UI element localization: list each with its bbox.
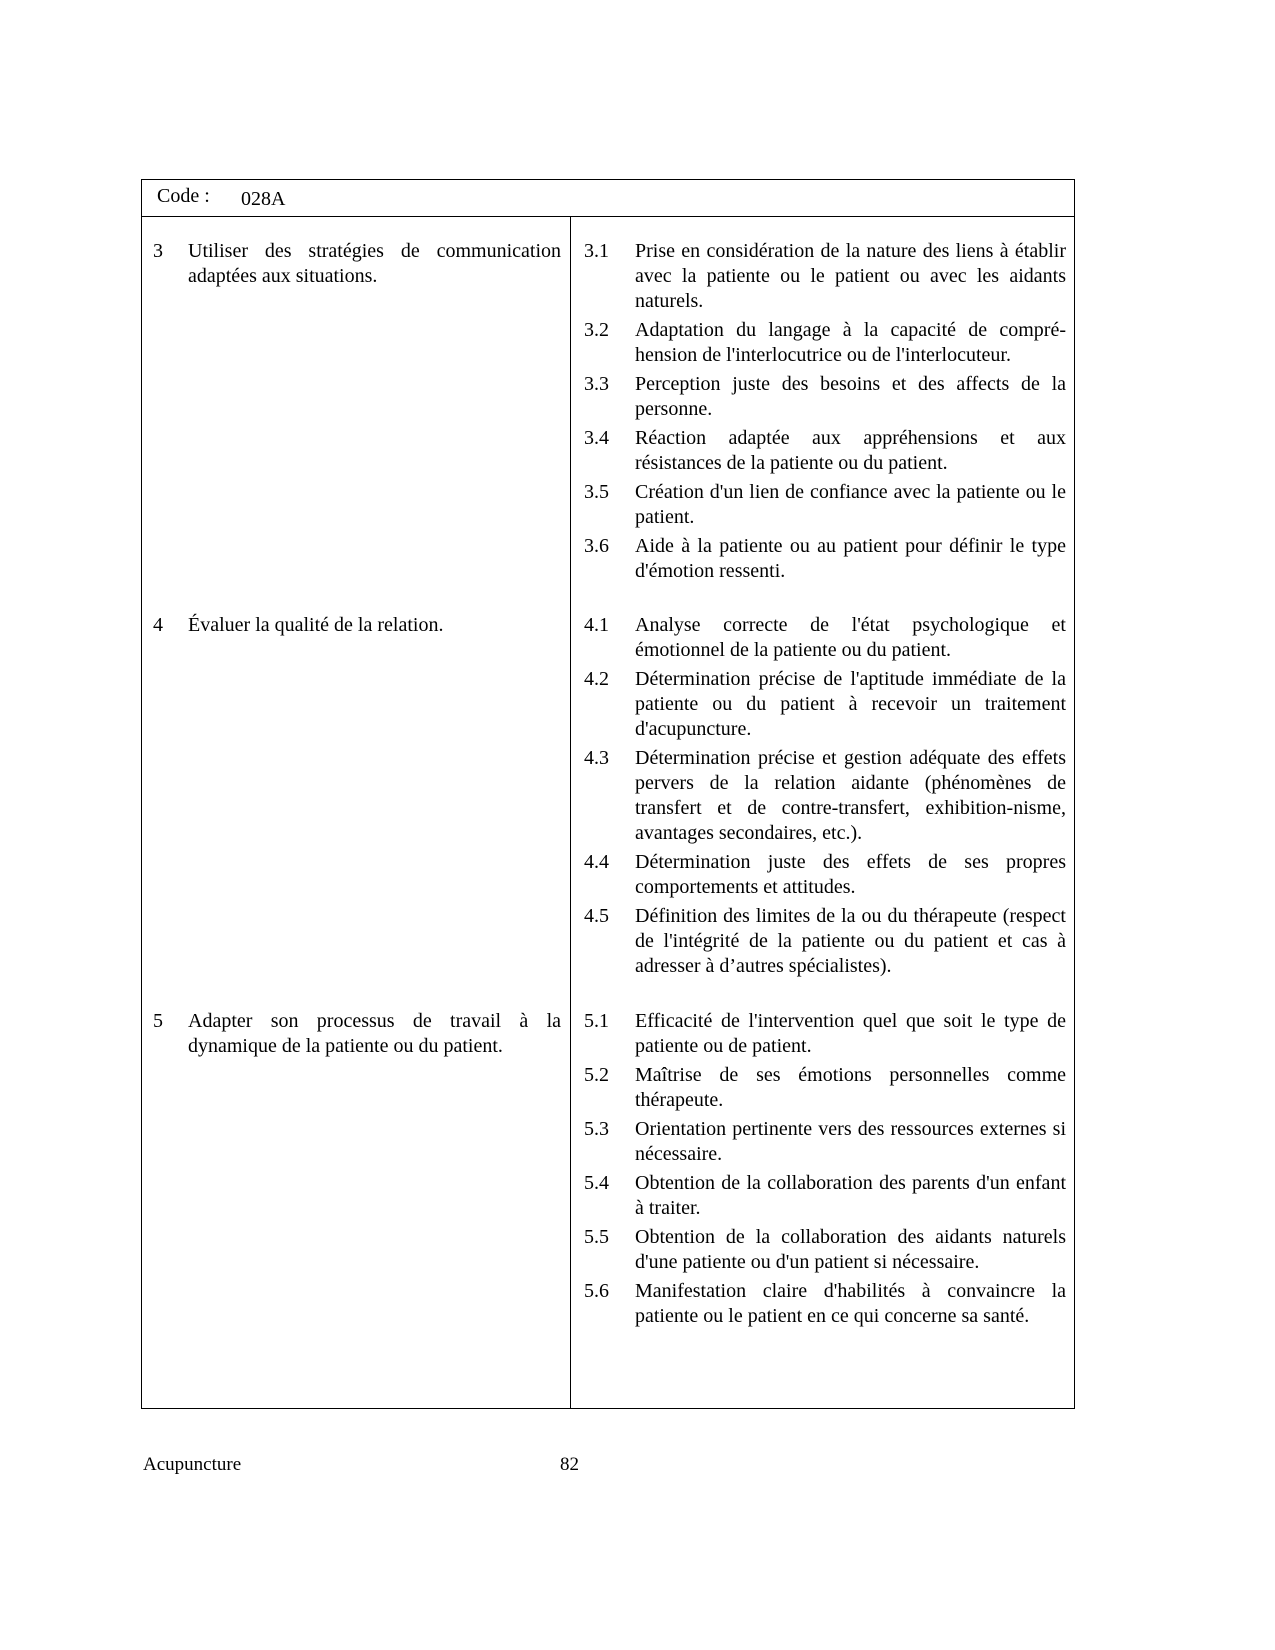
criterion-item bbox=[584, 850, 1066, 900]
criterion-number: 3.2 bbox=[584, 319, 609, 341]
code-value: 028A bbox=[241, 188, 286, 210]
page-number: 82 bbox=[560, 1454, 579, 1475]
criterion-text: Obtention de la collaboration des parents d'un enfant à traiter. bbox=[635, 1172, 1066, 1219]
criterion-number: 4.4 bbox=[584, 851, 609, 873]
criterion-text: Aide à la patiente ou au patient pour définir le type d'émotion ressenti. bbox=[635, 535, 1066, 582]
criterion-text: Réaction adaptée aux appréhensions et aux résistances de la patiente ou du patient. bbox=[635, 427, 1066, 474]
criterion-number: 4.3 bbox=[584, 747, 609, 769]
criterion-number: 4.5 bbox=[584, 905, 609, 927]
criterion-item bbox=[584, 1063, 1066, 1113]
criterion-text: Détermination précise et gestion adéquate des effets pervers de la relation aidante (phénomènes de transfert et de contre-transfert, exhibition-nisme, avantages secondaires, etc.). bbox=[635, 747, 1066, 844]
criterion-number: 4.2 bbox=[584, 668, 609, 690]
competency-text: Évaluer la qualité de la relation. bbox=[188, 614, 444, 636]
criterion-number: 3.1 bbox=[584, 240, 609, 262]
code-row bbox=[142, 180, 1074, 217]
competency-text: Utiliser des stratégies de communication adaptées aux situations. bbox=[188, 240, 561, 287]
criterion-number: 5.2 bbox=[584, 1064, 609, 1086]
criterion-item bbox=[584, 534, 1066, 584]
criterion-item bbox=[584, 372, 1066, 422]
criterion-number: 5.3 bbox=[584, 1118, 609, 1140]
criteria-list bbox=[584, 239, 1066, 588]
criterion-text: Détermination précise de l'aptitude immédiate de la patiente ou du patient à recevoir un traitement d'acupuncture. bbox=[635, 668, 1066, 740]
competency-number: 5 bbox=[153, 1010, 163, 1032]
competency-table bbox=[141, 179, 1075, 1409]
competency-number: 4 bbox=[153, 614, 163, 636]
criterion-number: 3.6 bbox=[584, 535, 609, 557]
criterion-number: 5.6 bbox=[584, 1280, 609, 1302]
competency-element bbox=[153, 613, 561, 638]
criteria-list bbox=[584, 1009, 1066, 1333]
criterion-text: Manifestation claire d'habilités à convaincre la patiente ou le patient en ce qui concerne sa santé. bbox=[635, 1280, 1066, 1327]
criterion-text: Obtention de la collaboration des aidants naturels d'une patiente ou d'un patient si nécessaire. bbox=[635, 1226, 1066, 1273]
competency-number: 3 bbox=[153, 240, 163, 262]
criterion-item bbox=[584, 746, 1066, 846]
code-label: Code : bbox=[157, 185, 210, 207]
criterion-text: Prise en considération de la nature des liens à établir avec la patiente ou le patient ou avec les aidants naturels. bbox=[635, 240, 1066, 312]
criterion-number: 4.1 bbox=[584, 614, 609, 636]
criterion-item bbox=[584, 480, 1066, 530]
criterion-text: Analyse correcte de l'état psychologique et émotionnel de la patiente ou du patient. bbox=[635, 614, 1066, 661]
criterion-number: 3.4 bbox=[584, 427, 609, 449]
criterion-number: 5.5 bbox=[584, 1226, 609, 1248]
criterion-text: Adaptation du langage à la capacité de compré-hension de l'interlocutrice ou de l'interlocuteur. bbox=[635, 319, 1066, 366]
criterion-item bbox=[584, 318, 1066, 368]
criterion-text: Efficacité de l'intervention quel que soit le type de patiente ou de patient. bbox=[635, 1010, 1066, 1057]
criterion-number: 3.3 bbox=[584, 373, 609, 395]
criterion-item bbox=[584, 1279, 1066, 1329]
competency-text: Adapter son processus de travail à la dynamique de la patiente ou du patient. bbox=[188, 1010, 561, 1057]
column-divider bbox=[570, 217, 571, 1408]
criterion-item bbox=[584, 613, 1066, 663]
criterion-item bbox=[584, 1171, 1066, 1221]
criterion-text: Orientation pertinente vers des ressources externes si nécessaire. bbox=[635, 1118, 1066, 1165]
criterion-number: 5.4 bbox=[584, 1172, 609, 1194]
competency-element bbox=[153, 1009, 561, 1059]
criterion-item bbox=[584, 667, 1066, 742]
criterion-number: 3.5 bbox=[584, 481, 609, 503]
criterion-text: Détermination juste des effets de ses propres comportements et attitudes. bbox=[635, 851, 1066, 898]
footer-program: Acupuncture bbox=[143, 1454, 242, 1475]
criterion-number: 5.1 bbox=[584, 1010, 609, 1032]
criterion-text: Maîtrise de ses émotions personnelles comme thérapeute. bbox=[635, 1064, 1066, 1111]
criterion-item bbox=[584, 239, 1066, 314]
criteria-list bbox=[584, 613, 1066, 983]
criterion-text: Perception juste des besoins et des affects de la personne. bbox=[635, 373, 1066, 420]
criterion-item bbox=[584, 904, 1066, 979]
criterion-text: Définition des limites de la ou du thérapeute (respect de l'intégrité de la patiente ou du patient et cas à adresser à d’autres spécialistes). bbox=[635, 905, 1066, 977]
competency-element bbox=[153, 239, 561, 289]
criterion-text: Création d'un lien de confiance avec la patiente ou le patient. bbox=[635, 481, 1066, 528]
criterion-item bbox=[584, 426, 1066, 476]
criterion-item bbox=[584, 1009, 1066, 1059]
criterion-item bbox=[584, 1117, 1066, 1167]
criterion-item bbox=[584, 1225, 1066, 1275]
